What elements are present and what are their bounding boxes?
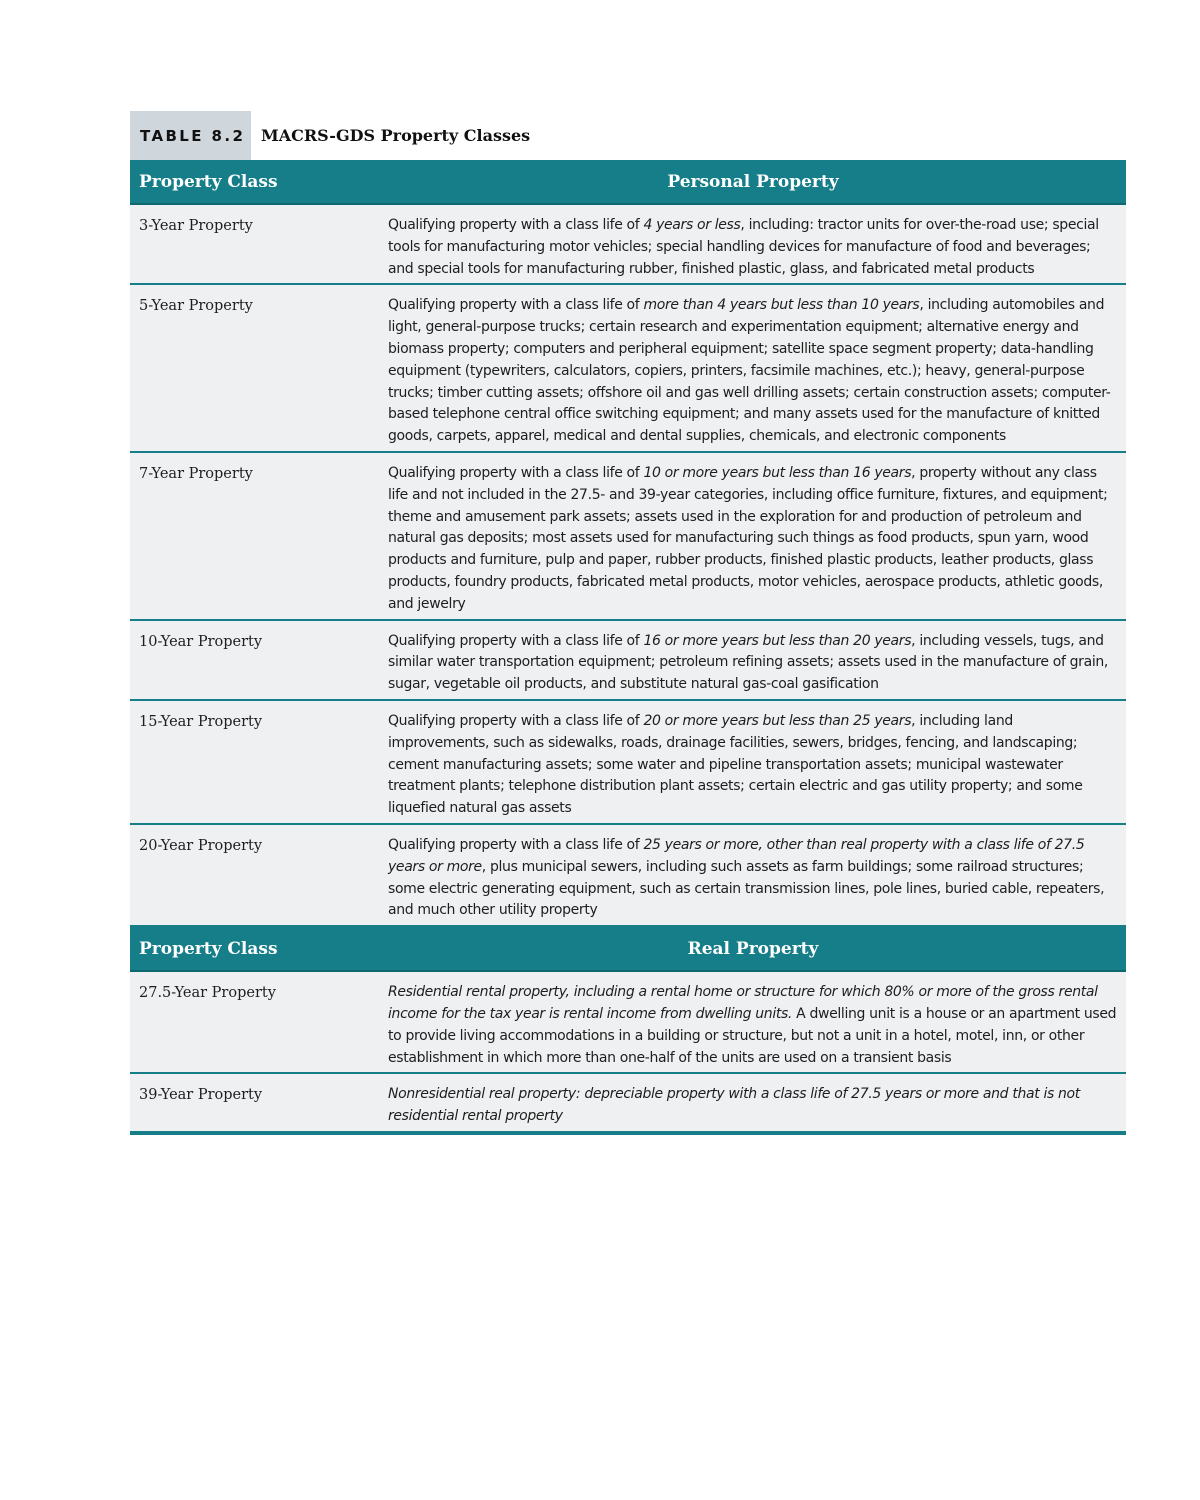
column-header-real-property: Real Property [687, 938, 819, 959]
description-text: Qualifying property with a class life of [388, 464, 644, 481]
description-emphasis: 10 or more years but less than 16 years [643, 464, 912, 481]
description-text: Qualifying property with a class life of [388, 836, 644, 853]
description-text: , including land improvements, such as sidewalks, roads, drainage facilities, sewers, bridges, fencing, and landscaping; cement manufacturing assets; some water and pipeline transportation assets; municipal wastewater treatment plants; telephone distribution plant assets; certain electric and gas utility property; and some liquefied natural gas assets [388, 712, 1083, 817]
description-emphasis: Residential rental property, including a rental home or structure for which 80% or more of the gross rental income for the tax year is rental income from dwelling units. [388, 984, 1098, 1022]
table-row [130, 453, 1126, 621]
description-emphasis: 4 years or less [643, 217, 741, 233]
description-emphasis: more than 4 years but less than 10 years [643, 297, 920, 314]
table-row [130, 972, 1126, 1074]
table-row [130, 205, 1126, 285]
description-text: , including vessels, tugs, and similar water transportation equipment; petroleum refining assets; assets used in the manufacture of grain, sugar, vegetable oil products, and substitute natural gas-coal gasification [388, 632, 1108, 693]
table-row [130, 1074, 1126, 1135]
description-text: Qualifying property with a class life of [388, 217, 644, 233]
table-row [130, 825, 1126, 927]
description-emphasis: 16 or more years but less than 20 years [643, 632, 912, 649]
description-text: Qualifying property with a class life of [388, 712, 644, 729]
description-text: , including automobiles and light, general-purpose trucks; certain research and experimentation equipment; alternative energy and biomass property; computers and peripheral equipment; satellite space segment property; data-handling equipment (typewriters, calculators, copiers, printers, facsimile machines, etc.); heavy, general-purpose trucks; timber cutting assets; offshore oil and gas well drilling assets; certain construction assets; computer-based telephone central office switching equipment; and many assets used for the manufacture of knitted goods, carpets, apparel, medical and dental supplies, chemicals, and electronic components [388, 297, 1111, 445]
macrs-table [130, 111, 1126, 1135]
property-class-cell: 27.5-Year Property [139, 985, 276, 1002]
description-cell [388, 463, 1118, 616]
property-class-cell: 5-Year Property [139, 298, 253, 315]
column-header-property-class: Property Class [139, 938, 278, 959]
description-cell [388, 295, 1118, 448]
property-class-cell: 7-Year Property [139, 465, 253, 482]
table-title-bar [130, 111, 1126, 160]
column-header-property-class: Property Class [139, 171, 278, 192]
table-row [130, 701, 1126, 825]
table-title: MACRS-GDS Property Classes [261, 126, 531, 145]
description-cell [388, 1084, 1118, 1128]
section-header-personal [130, 160, 1126, 205]
property-class-cell: 39-Year Property [139, 1087, 263, 1104]
description-cell [388, 711, 1118, 820]
description-text: , including: tractor units for over-the-road use; special tools for manufacturing motor vehicles; special handling devices for manufacture of food and beverages; and special tools for manufacturing rubber, finished plastic, glass, and fabricated metal products [388, 217, 1099, 277]
description-cell [388, 982, 1118, 1069]
description-text: , plus municipal sewers, including such assets as farm buildings; some railroad structures; some electric generating equipment, such as certain transmission lines, pole lines, buried cable, repeaters, and much other utility property [388, 858, 1105, 919]
description-cell [388, 835, 1118, 922]
description-cell [388, 215, 1118, 280]
table-row [130, 621, 1126, 701]
description-emphasis: 20 or more years but less than 25 years [643, 712, 912, 729]
table-row [130, 285, 1126, 453]
description-text: A dwelling unit is a house or an apartment used to provide living accommodations in a building or structure, but not a unit in a hotel, motel, inn, or other establishment in which more than one-half of the units are used on a transient basis [388, 1005, 1117, 1066]
description-emphasis: 25 years or more, other than real property with a class life of 27.5 years or more [388, 836, 1085, 875]
description-text: Qualifying property with a class life of [388, 297, 644, 314]
property-class-cell: 15-Year Property [139, 713, 263, 730]
column-header-personal-property: Personal Property [667, 171, 839, 192]
property-class-cell: 10-Year Property [139, 633, 263, 650]
description-text: Qualifying property with a class life of [388, 632, 644, 649]
description-cell [388, 631, 1118, 696]
property-class-cell: 3-Year Property [139, 218, 253, 234]
description-text: , property without any class life and not included in the 27.5- and 39-year categories, including office furniture, fixtures, and equipment; theme and amusement park assets; assets used in the exploration for and production of petroleum and natural gas deposits; most assets used for manufacturing such things as food products, spun yarn, wood products and furniture, pulp and paper, rubber products, finished plastic products, leather products, glass products, foundry products, fabricated metal products, motor vehicles, aerospace products, athletic goods, and jewelry [388, 464, 1108, 612]
table-number-label: TABLE 8.2 [130, 111, 251, 160]
property-class-cell: 20-Year Property [139, 837, 263, 854]
section-header-real [130, 927, 1126, 972]
description-emphasis: Nonresidential real property: depreciable property with a class life of 27.5 years or more and that is not residential rental property [388, 1086, 1080, 1125]
